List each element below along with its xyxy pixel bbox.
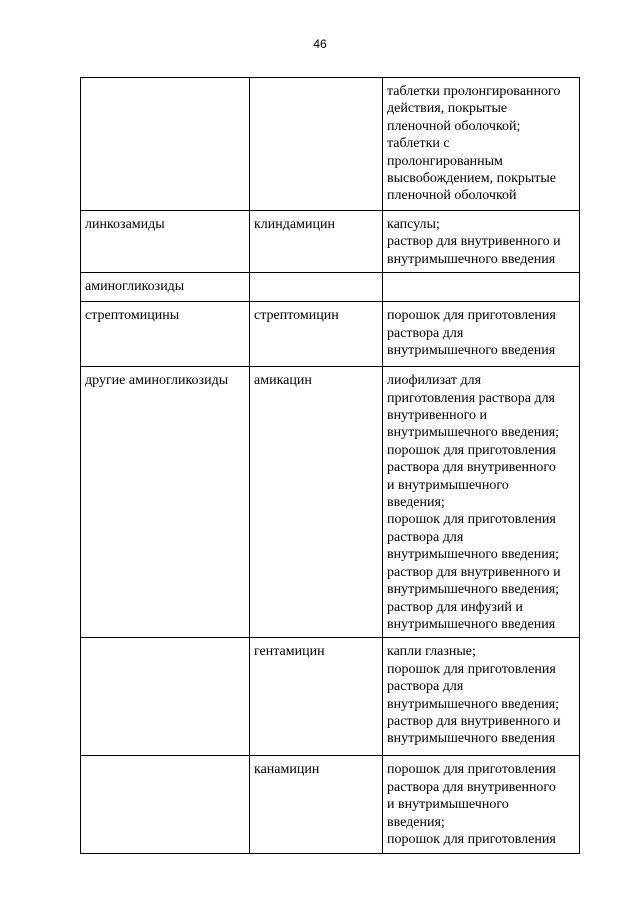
table-row [81, 211, 580, 273]
substance-cell: канамицин [250, 756, 383, 854]
dosage-forms-cell: капли глазные; порошок для приготовления раствора для внутримышечного введения; раствор для внутривенного и внутримышечного введения [383, 638, 580, 756]
drug-table [80, 77, 580, 854]
page-number: 46 [313, 37, 327, 51]
dosage-forms-cell: лиофилизат для приготовления раствора для внутривенного и внутримышечного введения; порошок для приготовления раствора для внутривенного и внутримышечного введения; порошок для приготовления раствора для внутримышечного введения; раствор для внутривенного и внутримышечного введения; раствор для инфузий и внутримышечного введения [383, 367, 580, 638]
dosage-forms-cell: таблетки пролонгированного действия, покрытые пленочной оболочкой; таблетки с пролонгированным высвобождением, покрытые пленочной оболочкой [383, 78, 580, 211]
group-cell [81, 756, 250, 854]
dosage-forms-cell: порошок для приготовления раствора для внутримышечного введения [383, 302, 580, 367]
dosage-forms-cell: капсулы; раствор для внутривенного и внутримышечного введения [383, 211, 580, 273]
substance-cell: клиндамицин [250, 211, 383, 273]
substance-cell [250, 273, 383, 302]
table-row [81, 302, 580, 367]
group-cell: линкозамиды [81, 211, 250, 273]
table-row [81, 756, 580, 854]
group-cell: другие аминогликозиды [81, 367, 250, 638]
table-row [81, 638, 580, 756]
substance-cell: амикацин [250, 367, 383, 638]
table-row [81, 367, 580, 638]
substance-cell: стрептомицин [250, 302, 383, 367]
group-cell [81, 638, 250, 756]
dosage-forms-cell [383, 273, 580, 302]
table-row [81, 273, 580, 302]
dosage-forms-cell: порошок для приготовления раствора для внутривенного и внутримышечного введения; порошок для приготовления [383, 756, 580, 854]
table-row [81, 78, 580, 211]
group-cell: стрептомицины [81, 302, 250, 367]
group-cell: аминогликозиды [81, 273, 250, 302]
group-cell [81, 78, 250, 211]
substance-cell [250, 78, 383, 211]
substance-cell: гентамицин [250, 638, 383, 756]
